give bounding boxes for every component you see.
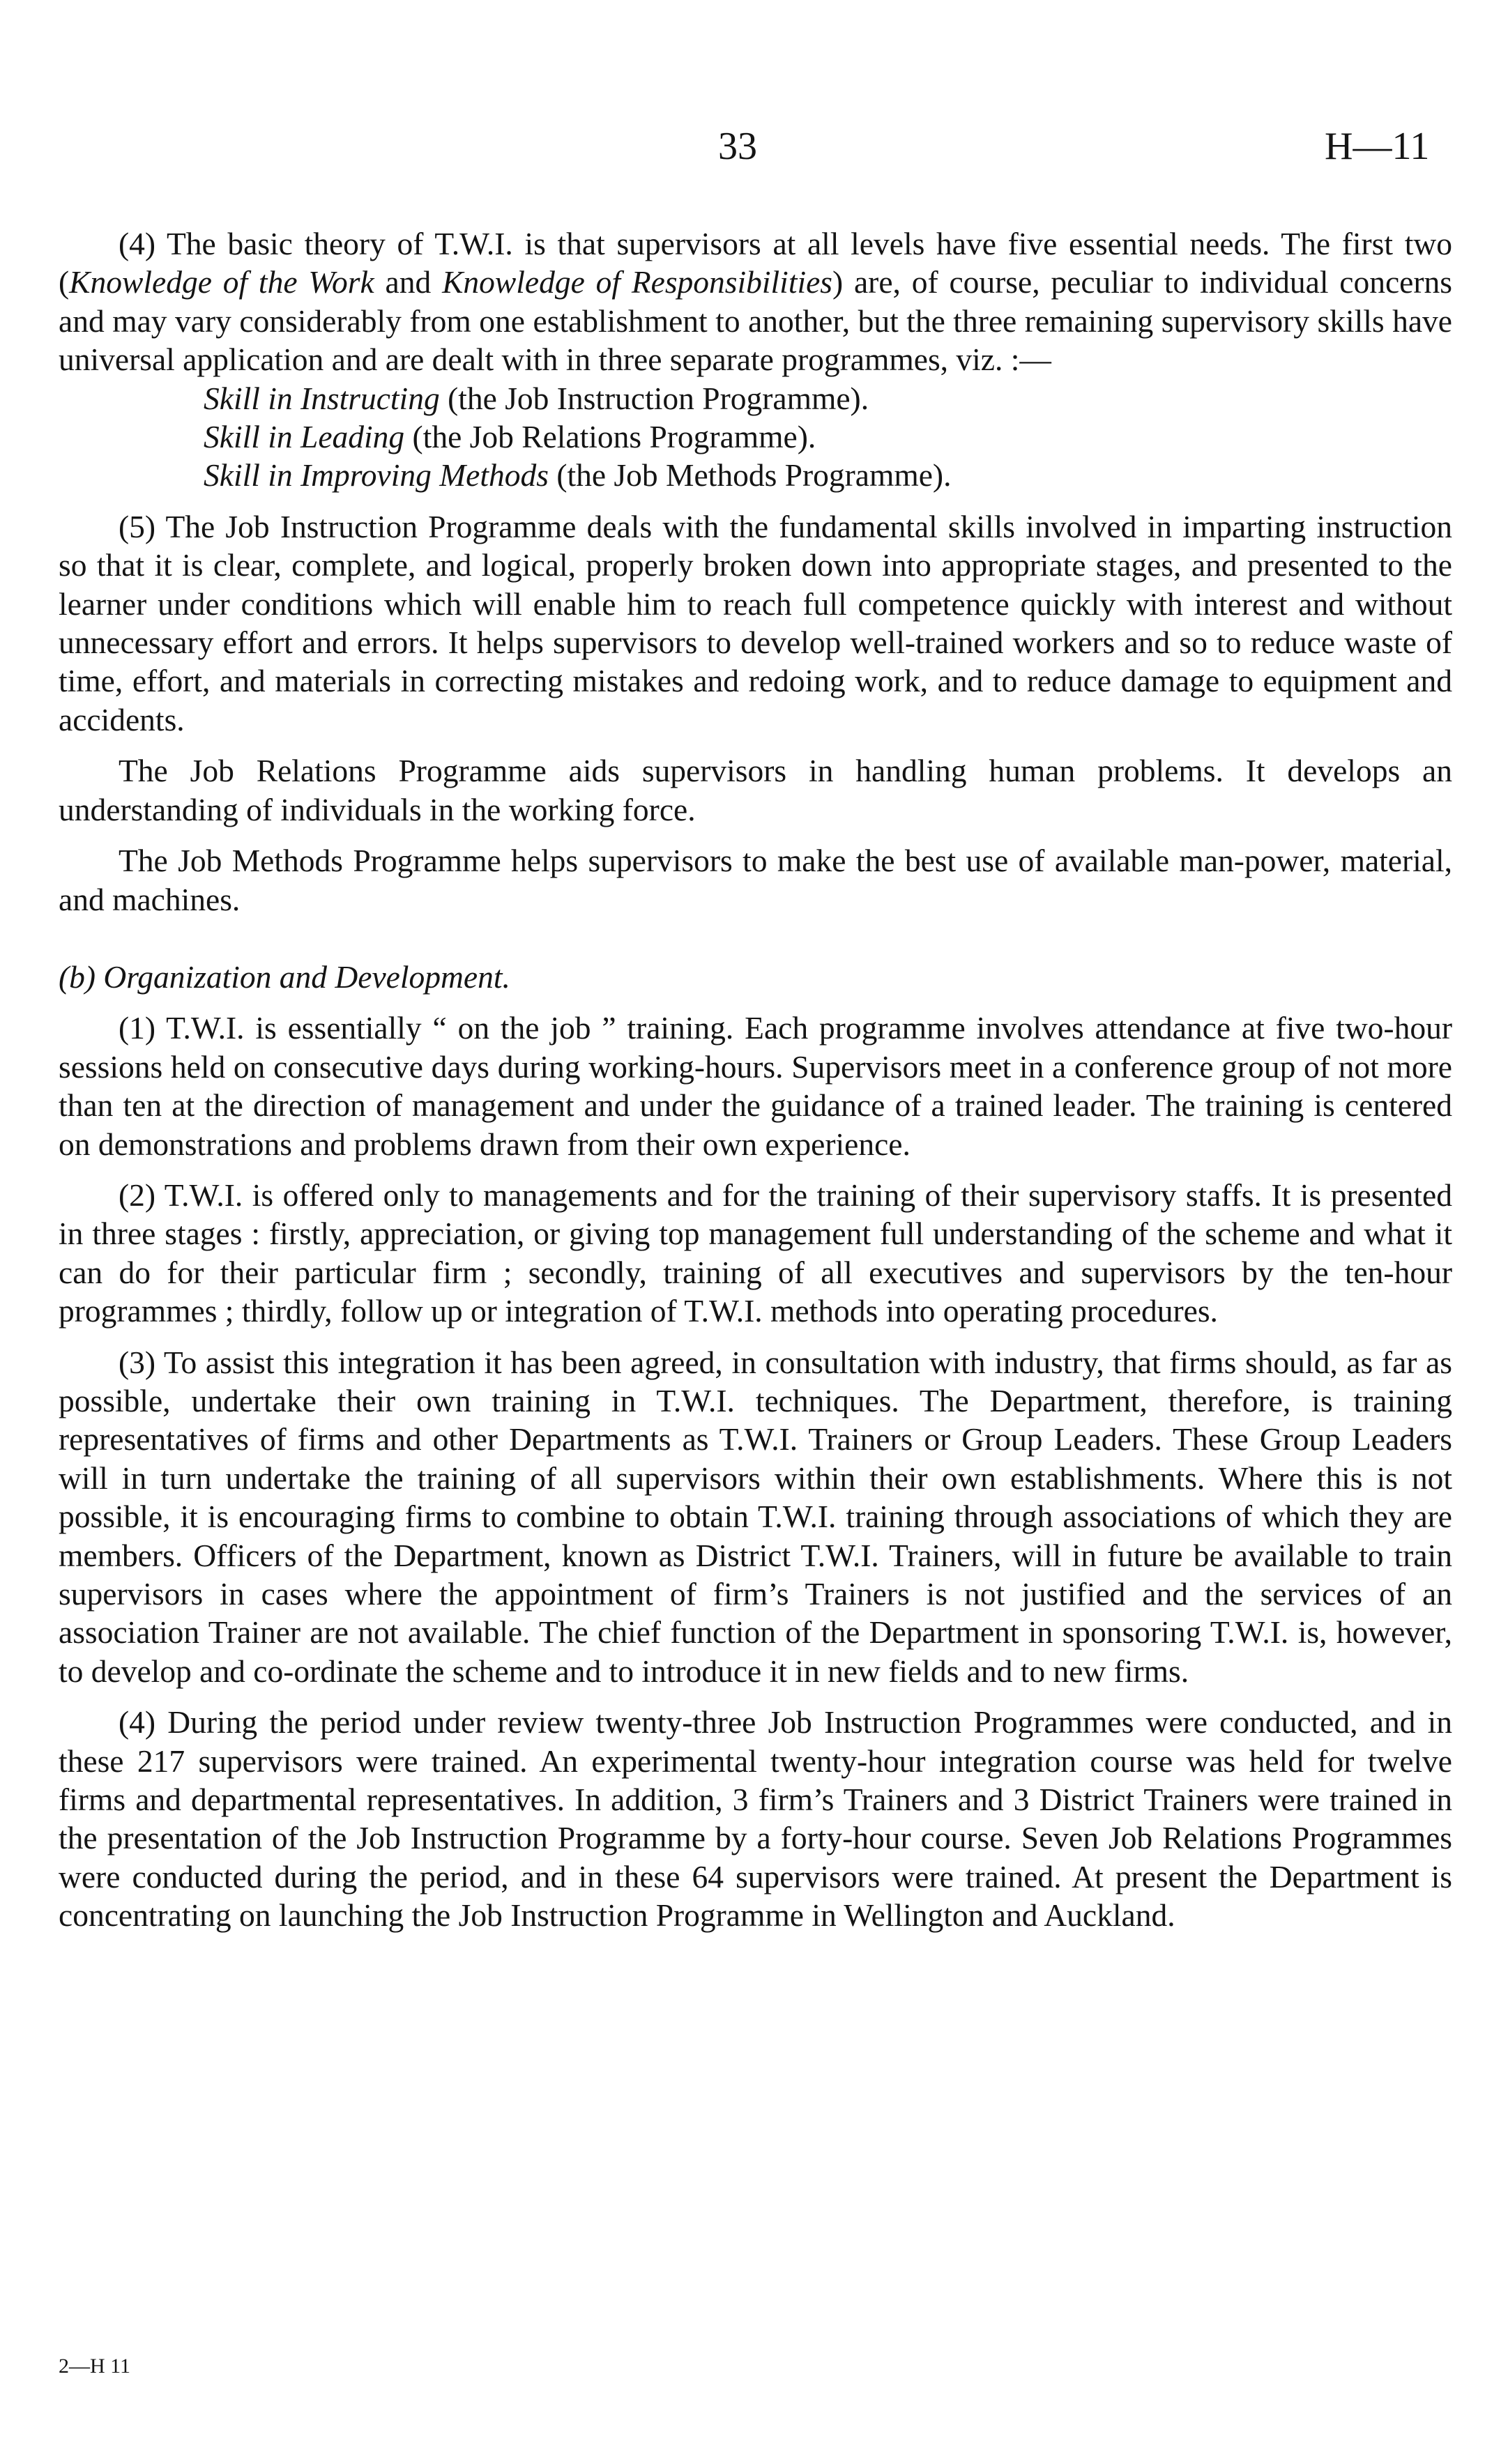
paragraph-job-relations: The Job Relations Programme aids supervisors in handling human problems. It develops an understanding of individuals in the working force. <box>59 753 1452 827</box>
programme-skill: Skill in Instructing <box>204 380 440 416</box>
paragraph-text: and <box>374 264 443 300</box>
programme-skill: Skill in Improving Methods <box>204 457 549 493</box>
page-header <box>0 124 1508 173</box>
paragraph-on-the-job: (1) T.W.I. is essentially “ on the job ” training. Each programme involves attendance at five two-hour sessions held on consecutive days during working-hours. Supervisors meet in a conference group of not more than ten at the direction of management and under the guidance of a trained leader. The training is centered on demonstrations and problems drawn from their own experience. <box>59 1010 1452 1162</box>
programme-item <box>59 418 1452 456</box>
programme-item <box>59 456 1452 494</box>
paragraph-text: ) are, of course, peculiar to individual concerns and may vary considerably from one establishment to another, but the three remaining supervisory skills have universal application and are dealt with in three separate programmes, viz. :— <box>59 264 1452 378</box>
paragraph-job-instruction: (5) The Job Instruction Programme deals with the fundamental skills involved in imparting instruction so that it is clear, complete, and logical, properly broken down into appropriate stages, and presented to the learner under conditions which will enable him to reach full competence quickly with interest and without unnecessary effort and errors. It helps supervisors to develop well-trained workers and so to reduce waste of time, effort, and materials in correcting mistakes and redoing work, and to reduce damage to equipment and accidents. <box>59 508 1452 737</box>
paragraph-text: (4) The basic theory of T.W.I. is that supervisors at all levels have five essential needs. The first two ( <box>59 226 1452 300</box>
body-text <box>59 224 1452 1935</box>
programme-description: (the Job Instruction Programme). <box>439 380 869 416</box>
emphasis-knowledge-of-work: Knowledge of the Work <box>69 264 374 300</box>
page-number: 33 <box>718 125 757 168</box>
programme-description: (the Job Relations Programme). <box>404 419 816 455</box>
paragraph-three-stages: (2) T.W.I. is offered only to managements and for the training of their supervisory staffs. It is presented in three stages : firstly, appreciation, or giving top management full understanding of the scheme and what it can do for their particular firm ; secondly, training of all executives and supervisors by the ten-hour programmes ; thirdly, follow up or integration of T.W.I. methods into operating procedures. <box>59 1177 1452 1329</box>
paragraph-integration: (3) To assist this integration it has been agreed, in consultation with industry, that firms should, as far as possible, undertake their own training in T.W.I. techniques. The Department, therefore, is training representatives of firms and other Departments as T.W.I. Trainers or Group Leaders. These Group Leaders will in turn undertake the training of all supervisors within their own establishments. Where this is not possible, it is encouraging firms to combine to obtain T.W.I. training through associations of which they are members. Officers of the Department, known as District T.W.I. Trainers, will in future be available to train supervisors in cases where the appointment of firm’s Trainers is not justified and the services of an association Trainer are not available. The chief function of the Department in sponsoring T.W.I. is, however, to develop and co-ordinate the scheme and to introduce it in new fields and to new firms. <box>59 1344 1452 1689</box>
paragraph-basic-theory <box>59 224 1452 379</box>
emphasis-knowledge-of-responsibilities: Knowledge of Responsibilities <box>442 264 832 300</box>
programme-skill: Skill in Leading <box>204 419 405 455</box>
programme-item <box>59 379 1452 418</box>
programme-description: (the Job Methods Programme). <box>548 457 952 493</box>
footer-signature: 2—H 11 <box>59 2355 131 2378</box>
paragraph-job-methods: The Job Methods Programme helps supervisors to make the best use of available man-power, material, and machines. <box>59 843 1452 917</box>
paragraph-period-review: (4) During the period under review twenty-three Job Instruction Programmes were conducted, and in these 217 supervisors were trained. An experimental twenty-hour integration course was held for twelve firms and departmental representatives. In addition, 3 firm’s Trainers and 3 District Trainers were trained in the presentation of the Job Instruction Programme by a forty-hour course. Seven Job Relations Programmes were conducted during the period, and in these 64 supervisors were trained. At present the Department is concentrating on launching the Job Instruction Programme in Wellington and Auckland. <box>59 1704 1452 1934</box>
document-reference: H—11 <box>1325 125 1430 168</box>
section-heading: (b) Organization and Development. <box>59 958 510 995</box>
